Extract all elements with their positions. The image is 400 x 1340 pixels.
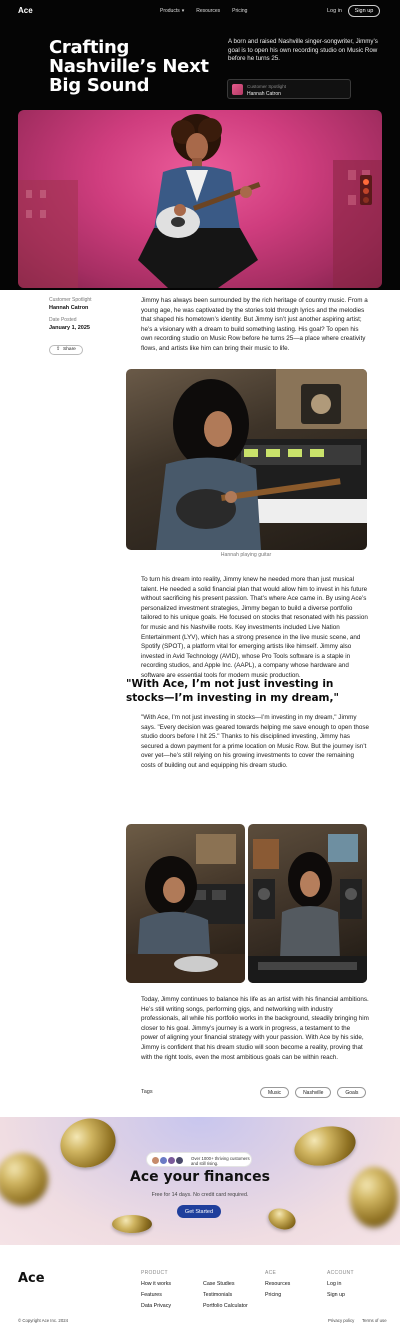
studio-right-illustration bbox=[248, 824, 367, 983]
copyright: © Copyright Ace Inc. 2024 bbox=[18, 1318, 68, 1323]
spotlight-card bbox=[227, 79, 351, 99]
footer-link-how-it-works[interactable]: How it works bbox=[141, 1281, 172, 1287]
article-paragraph-1: Jimmy has always been surrounded by the rich heritage of country music. From a young age, he was captivated by the stories told through lyrics and the melodies that shaped his hometown’s identity. But Jimmy isn’t just another aspiring artist; he’s a visionary with a dream to build something lasting. His goal? To open his own recording studio on Music Row before he turns 25—a place where creativity flows, and artists like him can bring their music to life. bbox=[141, 297, 368, 352]
footer-link-resources[interactable]: Resources bbox=[265, 1281, 291, 1287]
coin-decoration bbox=[112, 1215, 152, 1233]
footer-col-heading bbox=[203, 1270, 248, 1276]
share-button[interactable] bbox=[49, 345, 83, 355]
meta-spotlight-label: Customer Spotlight bbox=[49, 297, 92, 303]
studio-left-illustration bbox=[126, 824, 245, 983]
tags-label: Tags bbox=[141, 1089, 153, 1095]
social-proof-pill bbox=[146, 1152, 252, 1167]
footer-link-signup[interactable]: Sign up bbox=[327, 1292, 345, 1298]
footer-col-heading: PRODUCT bbox=[141, 1270, 168, 1276]
footer-link-data-privacy[interactable]: Data Privacy bbox=[141, 1303, 172, 1309]
terms-of-use-link[interactable]: Terms of use bbox=[362, 1318, 387, 1323]
coin-decoration bbox=[53, 1117, 122, 1175]
article-meta bbox=[49, 297, 119, 355]
footer-col-ace bbox=[265, 1270, 290, 1303]
nav-links bbox=[160, 8, 247, 14]
article-paragraph-3: "With Ace, I’m not just investing in stocks—I’m investing in my dream," Jimmy says. "Every decision was geared towards helping me save enough to open those studio doors before I hit 25." Thanks to his disciplined investing, Jimmy has secured a down payment for a prime location on Music Row. But the journey isn’t over yet—he’s still relying on his growing investments to cover the remaining costs of building out and equipping his dream studio. bbox=[141, 714, 370, 769]
footer bbox=[0, 1245, 400, 1340]
studio-photo-left bbox=[126, 824, 245, 983]
footer-link-features[interactable]: Features bbox=[141, 1292, 162, 1298]
studio-photo-right bbox=[248, 824, 367, 983]
coin-decoration bbox=[291, 1121, 360, 1171]
spotlight-card-name: Hannah Catron bbox=[247, 91, 281, 97]
footer-link-login[interactable]: Log in bbox=[327, 1281, 342, 1287]
nav-pricing[interactable]: Pricing bbox=[232, 8, 248, 14]
cta-title: Ace your finances bbox=[130, 1169, 270, 1185]
page-title: Crafting Nashville’s Next Big Sound bbox=[49, 37, 209, 96]
hero-photo bbox=[18, 110, 382, 288]
studio-illustration bbox=[126, 369, 367, 550]
meta-date: January 1, 2025 bbox=[49, 325, 90, 331]
spotlight-card-label: Customer Spotlight bbox=[247, 84, 287, 89]
footer-col-product bbox=[141, 1270, 171, 1314]
share-label: Share bbox=[63, 347, 76, 352]
footer-link-case-studies[interactable]: Case Studies bbox=[203, 1281, 235, 1287]
footer-logo[interactable]: Ace bbox=[18, 1271, 45, 1286]
article-paragraph-2: To turn his dream into reality, Jimmy knew he needed more than just musical talent. He needed a solid financial plan that would allow him to invest in his future without sacrificing his present passion. That’s where Ace came in. By using Ace’s personalized investment strategies, Jimmy began to build a diverse portfolio tailored to his unique goals. He focused on stocks that resonated with his passion for music and his Nashville roots. Key investments included Live Nation Entertainment (LYV), which has a strong presence in the live music scene, and Spotify (SPOT), a platform vital for emerging artists like himself. Jimmy also invested in Avid Technology (AVID), whose Pro Tools software is a staple in recording studios, and Apple Inc. (AAPL), a company whose hardware and software are essential tools for modern music production. bbox=[141, 576, 368, 679]
photo-caption: Hannah playing guitar bbox=[220, 552, 272, 558]
coin-decoration bbox=[265, 1205, 298, 1233]
cta-section bbox=[0, 1117, 400, 1245]
tag-list bbox=[260, 1087, 366, 1098]
tag-goals[interactable]: Goals bbox=[337, 1087, 366, 1098]
meta-date-label: Date Posted bbox=[49, 317, 77, 323]
cta-subtitle: Free for 14 days. No credit card required. bbox=[151, 1192, 249, 1198]
nav-products[interactable]: Products ▾ bbox=[160, 8, 185, 14]
studio-photo bbox=[126, 369, 367, 550]
footer-col-heading: ACCOUNT bbox=[327, 1270, 354, 1276]
top-nav bbox=[0, 0, 400, 24]
tag-nashville[interactable]: Nashville bbox=[295, 1087, 331, 1098]
nav-resources[interactable]: Resources bbox=[196, 8, 221, 14]
spotlight-thumbnail bbox=[232, 84, 243, 95]
meta-spotlight-name: Hannah Catron bbox=[49, 305, 89, 311]
footer-col-heading: ACE bbox=[265, 1270, 277, 1276]
tag-music[interactable]: Music bbox=[260, 1087, 289, 1098]
avatar bbox=[175, 1156, 184, 1165]
privacy-policy-link[interactable]: Privacy policy bbox=[328, 1318, 355, 1323]
chevron-down-icon: ▾ bbox=[181, 8, 185, 14]
pull-quote: "With Ace, I’m not just investing in stocks—I’m investing in my dream," bbox=[126, 678, 339, 704]
get-started-button[interactable]: Get Started bbox=[177, 1205, 221, 1218]
footer-link-pricing[interactable]: Pricing bbox=[265, 1292, 282, 1298]
login-link[interactable]: Log in bbox=[327, 8, 342, 14]
footer-col-more bbox=[203, 1270, 248, 1314]
hero-lede: A born and raised Nashville singer-songwriter, Jimmy’s goal is to open his own recording studio on Music Row before he turns 25. bbox=[228, 38, 378, 62]
footer-link-testimonials[interactable]: Testimonials bbox=[203, 1292, 233, 1298]
hero-illustration bbox=[18, 110, 382, 288]
social-proof-text: Over 1000+ thriving customers and still rising. bbox=[191, 1156, 250, 1166]
footer-link-portfolio-calculator[interactable]: Portfolio Calculator bbox=[203, 1303, 248, 1309]
brand-logo[interactable]: Ace bbox=[18, 6, 33, 15]
footer-col-account bbox=[327, 1270, 354, 1303]
hero-section bbox=[0, 0, 400, 290]
share-icon: ⇪ bbox=[56, 347, 61, 352]
article-paragraph-4: Today, Jimmy continues to balance his life as an artist with his financial ambitions. He’s still writing songs, performing gigs, and networking with industry professionals, all while his portfolio works in the background, steadily bringing him closer to his goal. Jimmy’s journey is a work in progress, a testament to the power of aligning your financial strategy with your passion. With Ace by his side, Jimmy is confident that his dream studio will soon become a reality, proving that with the right tools, even the most ambitious goals can be within reach. bbox=[141, 996, 369, 1061]
signup-button[interactable]: Sign up bbox=[348, 5, 380, 17]
